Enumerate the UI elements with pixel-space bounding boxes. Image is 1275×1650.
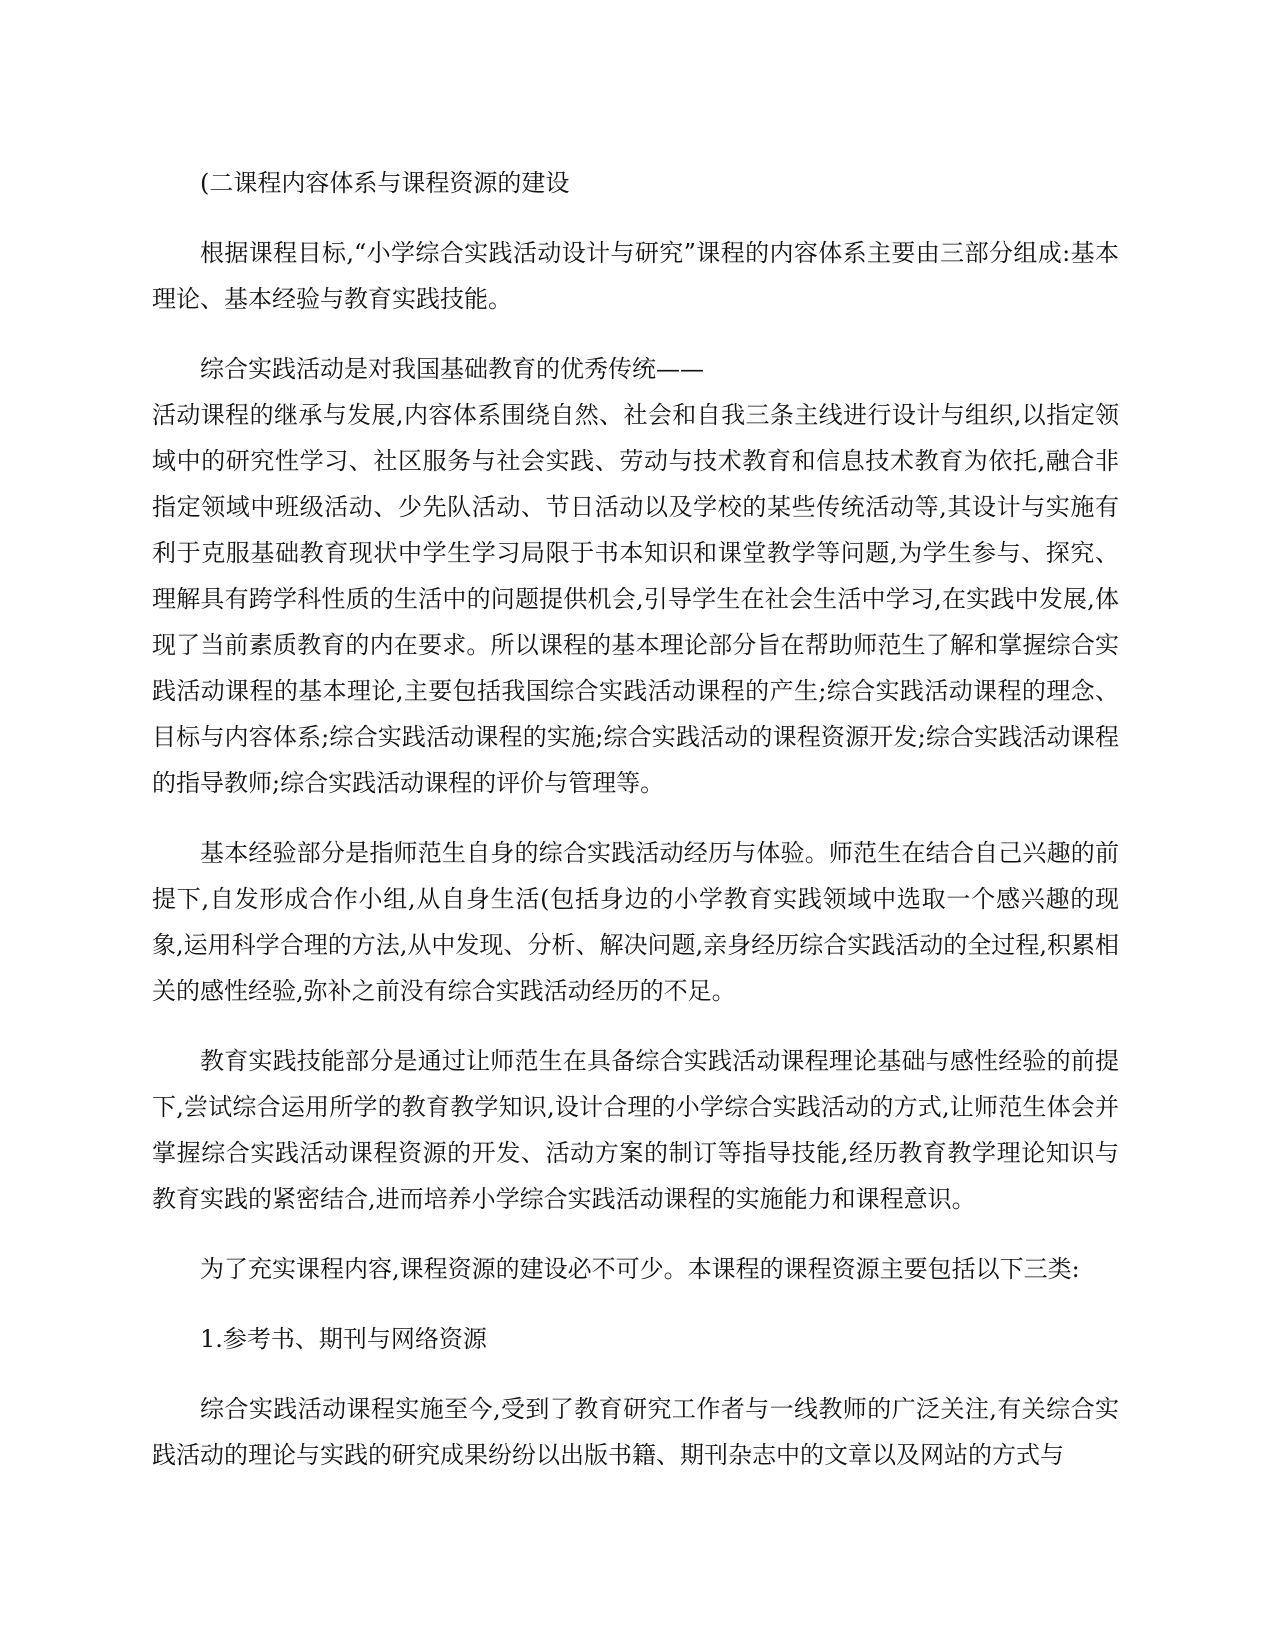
- paragraph-content-system: 根据课程目标,“小学综合实践活动设计与研究”课程的内容体系主要由三部分组成:基本理论、基本经验与教育实践技能。: [152, 239, 1119, 313]
- paragraph-tradition-intro: 综合实践活动是对我国基础教育的优秀传统——: [200, 355, 704, 383]
- paragraph-practice-skills: 教育实践技能部分是通过让师范生在具备综合实践活动课程理论基础与感性经验的前提下,尝试综合运用所学的教育教学知识,设计合理的小学综合实践活动的方式,让师范生体会并掌握综合实践活动课程资源的开发、活动方案的制订等指导技能,经历教育教学理论知识与教育实践的紧密结合,进而培养小学综合实践活动课程的实施能力和课程意识。: [152, 1047, 1119, 1213]
- section-heading: (二课程内容体系与课程资源的建设: [200, 169, 570, 197]
- document-body: [152, 160, 1119, 1502]
- paragraph-resources-intro: 为了充实课程内容,课程资源的建设必不可少。本课程的课程资源主要包括以下三类:: [200, 1255, 1080, 1283]
- subheading-reference-resources: 1.参考书、期刊与网络资源: [200, 1325, 487, 1353]
- paragraph-basic-experience: 基本经验部分是指师范生自身的综合实践活动经历与体验。师范生在结合自己兴趣的前提下,自发形成合作小组,从自身生活(包括身边的小学教育实践领域中选取一个感兴趣的现象,运用科学合理的方法,从中发现、分析、解决问题,亲身经历综合实践活动的全过程,积累相关的感性经验,弥补之前没有综合实践活动经历的不足。: [152, 839, 1119, 1005]
- paragraph-research-output: 综合实践活动课程实施至今,受到了教育研究工作者与一线教师的广泛关注,有关综合实践活动的理论与实践的研究成果纷纷以出版书籍、期刊杂志中的文章以及网站的方式与: [152, 1395, 1119, 1469]
- paragraph-basic-theory: 活动课程的继承与发展,内容体系围绕自然、社会和自我三条主线进行设计与组织,以指定领域中的研究性学习、社区服务与社会实践、劳动与技术教育和信息技术教育为依托,融合非指定领域中班级活动、少先队活动、节日活动以及学校的某些传统活动等,其设计与实施有利于克服基础教育现状中学生学习局限于书本知识和课堂教学等问题,为学生参与、探究、理解具有跨学科性质的生活中的问题提供机会,引导学生在社会生活中学习,在实践中发展,体现了当前素质教育的内在要求。所以课程的基本理论部分旨在帮助师范生了解和掌握综合实践活动课程的基本理论,主要包括我国综合实践活动课程的产生;综合实践活动课程的理念、目标与内容体系;综合实践活动课程的实施;综合实践活动的课程资源开发;综合实践活动课程的指导教师;综合实践活动课程的评价与管理等。: [152, 401, 1119, 797]
